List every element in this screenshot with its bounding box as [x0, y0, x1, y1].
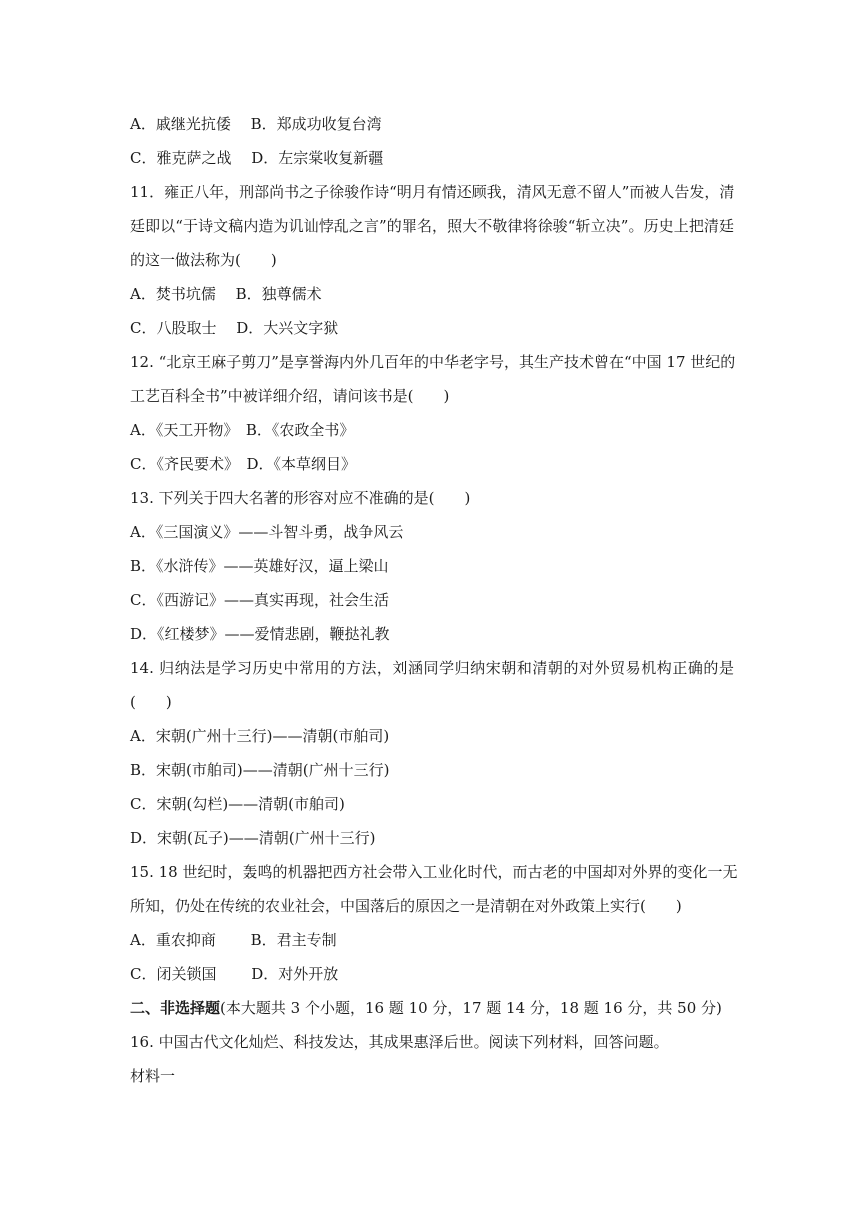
text-line: 材料一	[130, 1067, 176, 1085]
text-line: B．《水浒传》——英雄好汉，逼上梁山	[130, 557, 389, 575]
text-line: 廷即以“于诗文稿内造为讥讪悖乱之言”的罪名，照大不敬律将徐骏“斩立决”。历史上把清廷	[130, 217, 734, 235]
section-heading-line	[130, 991, 734, 1025]
text-line: A．《三国演义》——斗智斗勇，战争风云	[130, 523, 404, 541]
section-heading: 二、非选择题	[130, 999, 221, 1017]
text-line: 13. 下列关于四大名著的形容对应不准确的是( )	[130, 489, 471, 507]
text-line: C．八股取士 D．大兴文字狱	[130, 319, 339, 337]
text-line: A．焚书坑儒 B．独尊儒术	[130, 285, 322, 303]
text-line: 所知，仍处在传统的农业社会，中国落后的原因之一是清朝在对外政策上实行( )	[130, 897, 682, 915]
text-line: 的这一做法称为( )	[130, 251, 277, 269]
text-line: C．宋朝(勾栏)——清朝(市舶司)	[130, 795, 345, 813]
text-line: C．《齐民要术》 D．《本草纲目》	[130, 455, 357, 473]
text-line: A．重农抑商 B．君主专制	[130, 931, 337, 949]
text-line: C．雅克萨之战 D．左宗棠收复新疆	[130, 149, 384, 167]
text-line: 11．雍正八年，刑部尚书之子徐骏作诗“明月有情还顾我，清风无意不留人”而被人告发，清	[130, 183, 735, 201]
text-line: ( )	[130, 693, 172, 711]
text-line: C．闭关锁国 D．对外开放	[130, 965, 339, 983]
tail-lines	[130, 1025, 734, 1093]
text-line: A．宋朝(广州十三行)——清朝(市舶司)	[130, 727, 390, 745]
text-line: D．宋朝(瓦子)——清朝(广州十三行)	[130, 829, 376, 847]
question-lines	[130, 107, 738, 991]
text-line: 14. 归纳法是学习历史中常用的方法，刘涵同学归纳宋朝和清朝的对外贸易机构正确的是	[130, 659, 734, 677]
text-line: B．宋朝(市舶司)——清朝(广州十三行)	[130, 761, 390, 779]
text-line: 16. 中国古代文化灿烂、科技发达，其成果惠泽后世。阅读下列材料，回答问题。	[130, 1033, 669, 1051]
text-line: D．《红楼梦》——爱情悲剧，鞭挞礼教	[130, 625, 390, 643]
text-line: A．戚继光抗倭 B．郑成功收复台湾	[130, 115, 382, 133]
text-line: A．《天工开物》 B．《农政全书》	[130, 421, 355, 439]
text-line: 12. “北京王麻子剪刀”是享誉海内外几百年的中华老字号，其生产技术曾在“中国 17 世纪的	[130, 353, 736, 371]
exam-page	[130, 107, 738, 1093]
text-line: 工艺百科全书”中被详细介绍，请问该书是( )	[130, 387, 450, 405]
text-line: 15. 18 世纪时，轰鸣的机器把西方社会带入工业化时代，而古老的中国却对外界的变化一无	[130, 863, 738, 881]
section-description: (本大题共 3 个小题，16 题 10 分，17 题 14 分，18 题 16 分，共 50 分)	[220, 999, 722, 1017]
text-line: C．《西游记》——真实再现，社会生活	[130, 591, 389, 609]
